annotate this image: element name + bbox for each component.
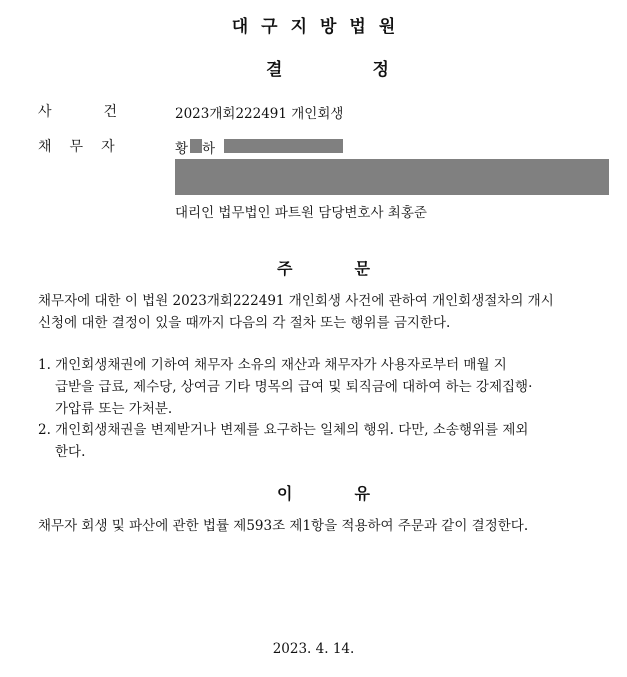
debtor-label <box>38 136 115 156</box>
order-heading <box>277 256 370 279</box>
order-heading-right: 문 <box>354 259 370 278</box>
document-title-left: 결 <box>266 60 283 80</box>
legal-agent: 대리인 법무법인 파트원 담당변호사 최홍준 <box>175 205 427 221</box>
order-text-line: 신청에 대한 결정이 있을 때까지 다음의 각 절차 또는 행위를 금지한다. <box>38 315 451 331</box>
document-title-right: 정 <box>372 60 389 80</box>
debtor-label-char-3: 자 <box>101 139 115 155</box>
debtor-name-last: 하 <box>202 141 216 157</box>
case-label <box>38 101 117 121</box>
order-item-2-line: 한다. <box>55 444 86 460</box>
redaction-block <box>224 139 343 153</box>
court-title: 대구지방법원 <box>231 17 409 37</box>
order-text-line: 채무자에 대한 이 법원 2023개회222491 개인회생 사건에 관하여 개인회생절차의 개시 <box>38 293 554 309</box>
order-item-1-line: 가압류 또는 가처분. <box>55 401 173 417</box>
order-heading-left: 주 <box>277 259 293 278</box>
debtor-label-char-2: 무 <box>69 139 84 155</box>
case-label-char-2: 건 <box>103 104 118 120</box>
redaction-block <box>190 139 202 153</box>
document-title <box>266 55 389 80</box>
case-number: 2023개회222491 개인회생 <box>175 106 344 122</box>
debtor-name-first: 황 <box>175 141 189 157</box>
debtor-label-char-1: 채 <box>38 139 52 155</box>
reason-heading <box>277 481 370 504</box>
order-item-2-line: 2. 개인회생채권을 변제받거나 변제를 요구하는 일체의 행위. 다만, 소송행위를 제외 <box>38 422 529 438</box>
order-item-1-line: 급받을 급료, 제수당, 상여금 기타 명목의 급여 및 퇴직금에 대하여 하는 강제집행· <box>55 379 533 395</box>
redaction-block-address <box>175 159 609 195</box>
reason-heading-left: 이 <box>277 484 293 503</box>
decision-date: 2023. 4. 14. <box>272 641 355 657</box>
reason-heading-right: 유 <box>354 484 370 503</box>
order-item-1-line: 1. 개인회생채권에 기하여 채무자 소유의 재산과 채무자가 사용자로부터 매월 지 <box>38 357 507 373</box>
case-label-char-1: 사 <box>38 104 52 120</box>
reason-text: 채무자 회생 및 파산에 관한 법률 제593조 제1항을 적용하여 주문과 같이 결정한다. <box>38 518 529 534</box>
